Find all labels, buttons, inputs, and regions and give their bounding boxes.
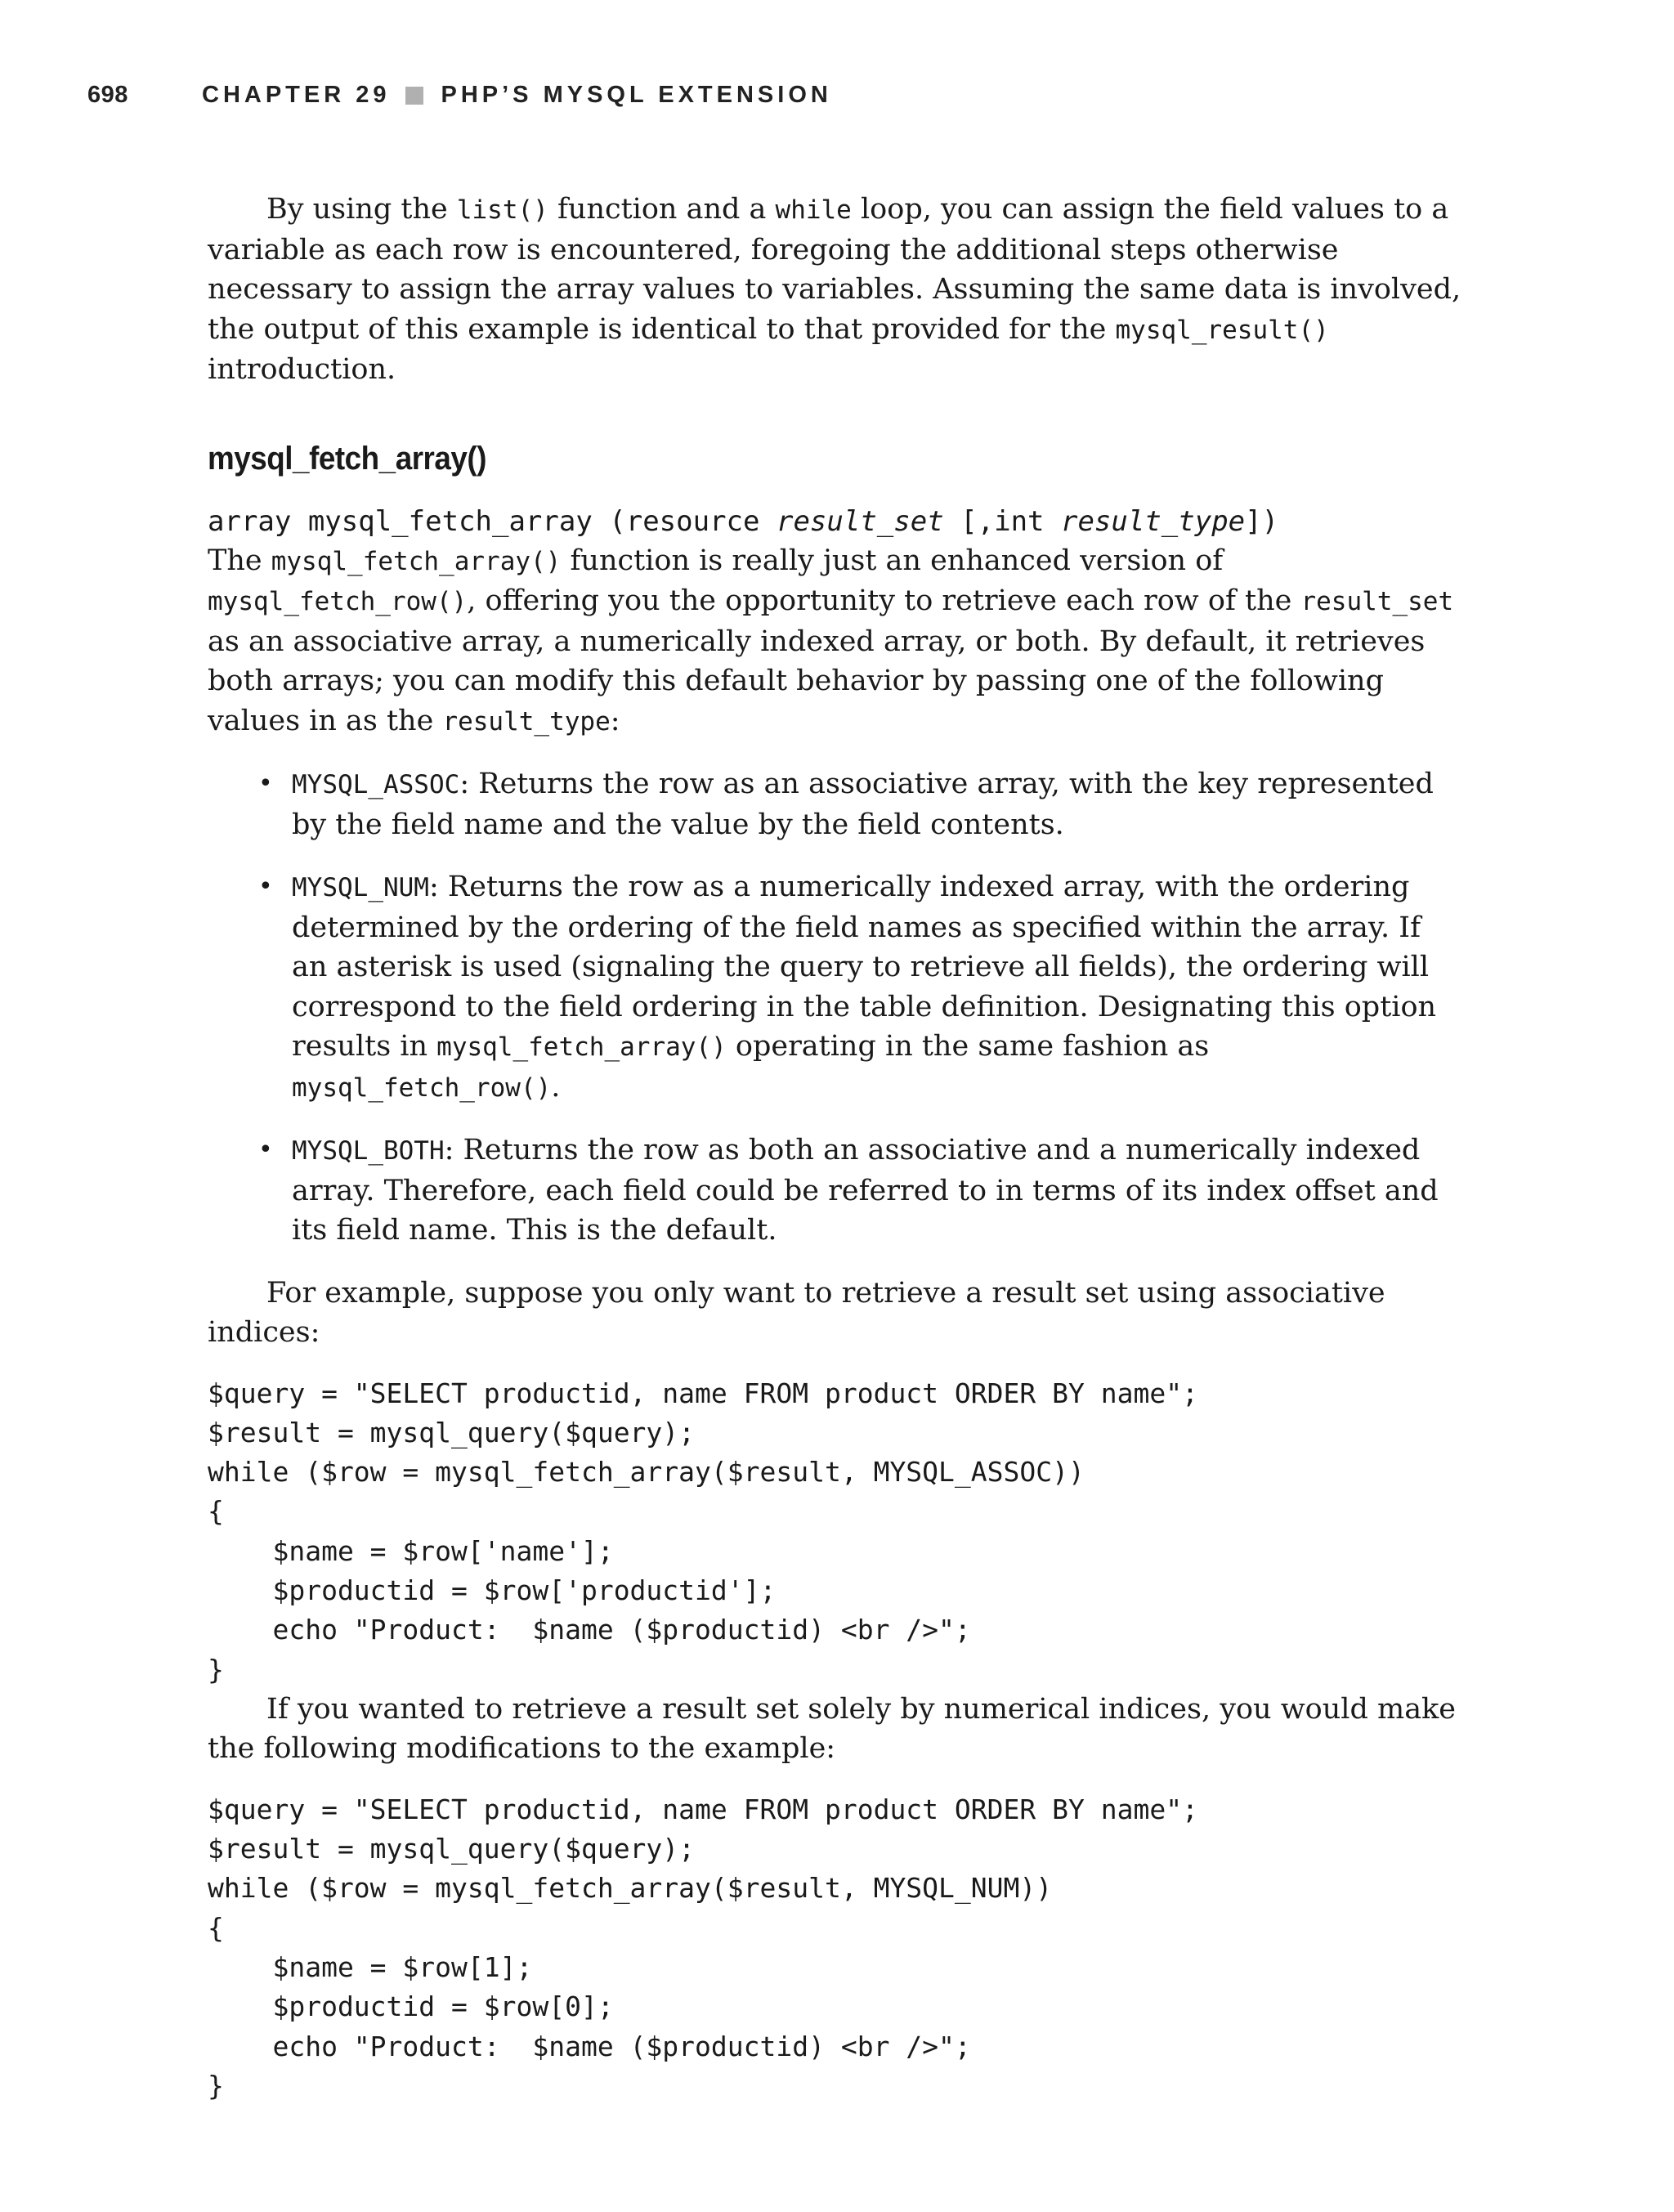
- description-paragraph: [208, 541, 1463, 742]
- list-item-code: mysql_fetch_array(): [436, 1032, 727, 1062]
- list-item-code: MYSQL_BOTH: [292, 1136, 445, 1166]
- desc-text-4: as an associative array, a numerically indexed array, or both. By default, it retrieves both arrays; you can modify this default behavior by passing one of the following values in as the: [208, 625, 1426, 737]
- code-example-assoc: $query = "SELECT productid, name FROM product ORDER BY name"; $result = mysql_query($query); while ($row = mysql_fetch_array($result, MYSQL_ASSOC)) { $name = $row['name']; $productid = $row['productid']; echo "Product: $name ($productid) <br />"; }: [208, 1377, 1198, 1686]
- list-item-text: operating in the same fashion as: [726, 1030, 1210, 1063]
- intro-text-3: loop, you can assign the field values to a variable as each row is encountered, foregoing the additional steps otherwise necessary to assign the array values to variables. Assuming the same data is involved, the output of this example is identical to that provided for the: [208, 193, 1461, 346]
- inline-code-list: list(): [456, 195, 548, 225]
- list-item-text: : Returns the row as a numerically indexed array, with the ordering determined by the ordering of the field names as specified within the array. If an asterisk is used (signaling the query to retrieve all fields), the ordering will correspond to the field ordering in the table definition. Designating this option results in: [292, 871, 1437, 1063]
- bullet-icon: •: [258, 872, 273, 901]
- example-intro-paragraph: For example, suppose you only want to retrieve a result set using associative indices:: [208, 1276, 1385, 1349]
- signature-suffix: ]): [1245, 504, 1279, 538]
- bullet-icon: •: [258, 1135, 273, 1164]
- chapter-title: PHP’S MYSQL EXTENSION: [441, 82, 832, 108]
- bullet-icon: •: [258, 769, 273, 798]
- desc-text-2: function is really just an enhanced version of: [561, 544, 1224, 577]
- result-type-list: [208, 764, 1463, 1251]
- numeric-intro-paragraph: If you wanted to retrieve a result set solely by numerical indices, you would make the following modifications to the example:: [208, 1692, 1456, 1766]
- list-item-code: MYSQL_NUM: [292, 873, 429, 902]
- signature-prefix: array mysql_fetch_array (resource: [208, 504, 777, 538]
- list-item-text: : Returns the row as an associative array, with the key represented by the field name and the value by the field contents.: [292, 768, 1434, 841]
- desc-text-1: The: [208, 544, 271, 577]
- list-item: [208, 867, 1463, 1108]
- signature-param-result-set: result_set: [776, 504, 944, 538]
- intro-paragraph: [208, 190, 1463, 390]
- desc-code-2: mysql_fetch_row(): [208, 587, 468, 616]
- intro-text-4: introduction.: [208, 353, 396, 386]
- desc-text-5: :: [610, 704, 620, 737]
- desc-text-3: , offering you the opportunity to retrieve each row of the: [467, 584, 1301, 617]
- list-item-text: .: [551, 1070, 561, 1104]
- page-number: 698: [87, 82, 128, 108]
- page-content: [208, 190, 1463, 2106]
- code-example-numeric: $query = "SELECT productid, name FROM product ORDER BY name"; $result = mysql_query($query); while ($row = mysql_fetch_array($result, MYSQL_NUM)) { $name = $row[1]; $productid = $row[0]; echo "Product: $name ($productid) <br />"; }: [208, 1793, 1198, 2102]
- desc-code-4: result_type: [442, 706, 611, 737]
- inline-code-while: while: [775, 195, 852, 225]
- list-item-code: MYSQL_ASSOC: [292, 770, 460, 799]
- chapter-label: CHAPTER 29: [202, 82, 391, 108]
- function-signature: [208, 502, 1463, 541]
- square-bullet-icon: [405, 87, 423, 105]
- signature-param-result-type: result_type: [1060, 504, 1246, 538]
- intro-text-1: By using the: [266, 193, 457, 226]
- list-item: [208, 1131, 1463, 1251]
- running-head: [87, 82, 832, 109]
- list-item-code: mysql_fetch_row(): [292, 1072, 552, 1103]
- signature-middle: [,int: [943, 504, 1061, 538]
- list-item: [208, 764, 1463, 844]
- desc-code-3: result_set: [1300, 587, 1454, 616]
- list-item-text: : Returns the row as both an associative and a numerically indexed array. Therefore, each field could be referred to in terms of its index offset and its field name. This is the default.: [292, 1134, 1439, 1247]
- inline-code-mysql-result: mysql_result(): [1115, 315, 1329, 345]
- section-heading: mysql_fetch_array(): [208, 440, 487, 477]
- intro-text-2: function and a: [548, 193, 776, 226]
- desc-code-1: mysql_fetch_array(): [271, 546, 562, 576]
